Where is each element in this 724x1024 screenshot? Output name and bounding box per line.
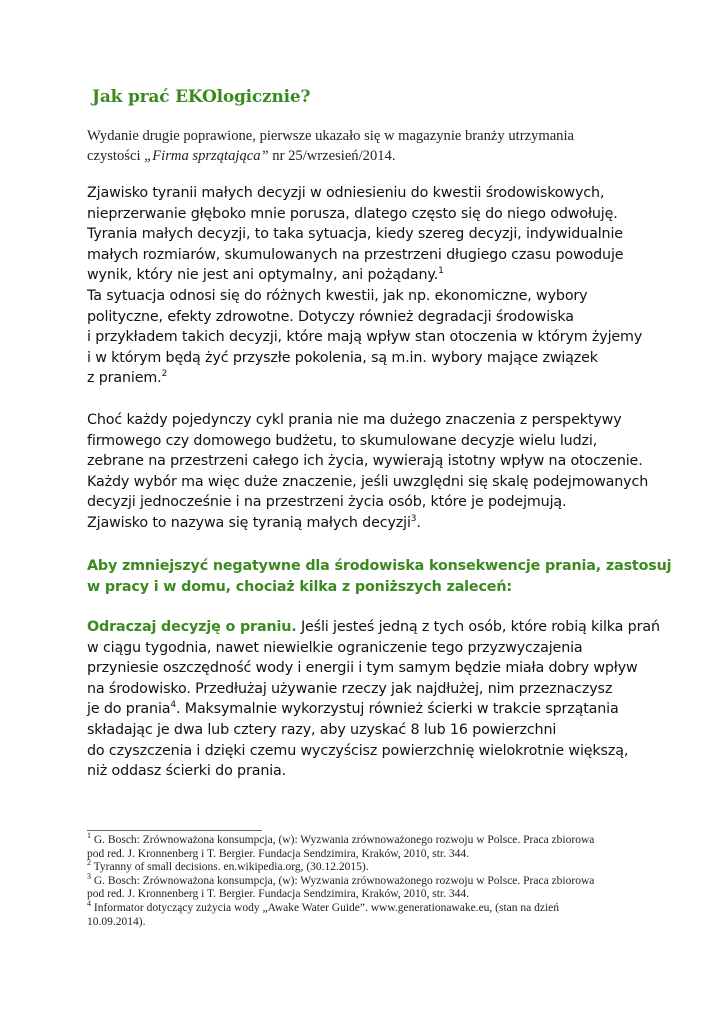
edition-suffix: nr 25/wrzesień/2014. xyxy=(268,148,396,164)
heading-line: Aby zmniejszyć negatywne dla środowiska konsekwencje prania, zastosuj xyxy=(87,558,672,574)
paragraph-2 xyxy=(87,410,647,534)
p1-line: Ta sytuacja odnosi się do różnych kwestii, jak np. ekonomiczne, wybory xyxy=(87,287,588,304)
p3-line-text: . Maksymalnie wykorzystuj również ścierki w trakcie sprzątania xyxy=(175,701,619,718)
magazine-name: „Firma sprzątająca” xyxy=(144,148,269,164)
p1-line-text: wynik, który nie jest ani optymalny, ani pożądany. xyxy=(87,267,439,284)
p1-line: polityczne, efekty zdrowotne. Dotyczy również degradacji środowiska xyxy=(87,308,574,325)
footnote-number: 1 xyxy=(87,831,91,841)
edition-prefix: czystości xyxy=(87,148,145,164)
p3-line: na środowisko. Przedłużaj używanie rzeczy jak najdłużej, nim przeznaczysz xyxy=(87,680,613,697)
footnote-ref-3[interactable]: 3 xyxy=(410,514,417,525)
p3-line xyxy=(87,617,660,638)
footnote-text: G. Bosch: Zrównoważona konsumpcja, (w): Wyzwania zrównoważonego rozwoju w Polsce. Praca zbiorowa xyxy=(93,834,595,846)
p1-line: i w którym będą żyć przyszłe pokolenia, są m.in. wybory mające związek xyxy=(87,349,598,366)
footnote-4 xyxy=(87,899,652,916)
p3-line: w ciągu tygodnia, nawet niewielkie ograniczenie tego przyzwyczajenia xyxy=(87,639,583,656)
recommendation-lead: Odraczaj decyzję o praniu. xyxy=(87,619,297,635)
p2-line: zebrane na przestrzeni całego ich życia, wywierają istotny wpływ na otoczenie. xyxy=(87,453,643,470)
p2-line xyxy=(87,513,647,534)
p2-line: firmowego czy domowego budżetu, to skumulowane decyzje wielu ludzi, xyxy=(87,432,598,449)
footnote-text: Tyranny of small decisions. en.wikipedia.org, (30.12.2015). xyxy=(93,861,369,874)
p3-line-text: Jeśli jesteś jedną z tych osób, które robią kilka prań xyxy=(296,619,660,635)
p2-line: Choć każdy pojedynczy cykl prania nie ma dużego znaczenia z perspektywy xyxy=(87,412,622,428)
p1-line xyxy=(87,368,647,389)
p1-line-text: z praniem. xyxy=(87,370,162,387)
footnote-number: 3 xyxy=(87,871,91,881)
footnote-ref-4[interactable]: 4 xyxy=(170,700,176,711)
footnote-number: 4 xyxy=(87,899,91,909)
footnote-ref-2[interactable]: 2 xyxy=(161,369,168,380)
p1-line: i przykładem takich decyzji, które mają wpływ stan otoczenia w którym żyjemy xyxy=(87,329,643,346)
p1-line: małych rozmiarów, skumulowanych na przestrzeni długiego czasu powoduje xyxy=(87,246,624,263)
edition-note xyxy=(87,126,647,166)
paragraph-3 xyxy=(87,617,660,782)
edition-line-1: Wydanie drugie poprawione, pierwsze ukazało się w magazynie branży utrzymania xyxy=(87,128,575,144)
footnote-1 xyxy=(87,831,652,848)
p3-line: do czyszczenia i dzięki czemu wyczyścisz powierzchnię wielokrotnie większą, xyxy=(87,742,629,759)
footnote-number: 2 xyxy=(87,858,91,868)
footnotes xyxy=(87,831,652,929)
p3-line: niż oddasz ścierki do prania. xyxy=(87,763,287,780)
footnote-divider xyxy=(87,830,262,831)
p3-line: składając je dwa lub cztery razy, aby uzyskać 8 lub 16 powierzchni xyxy=(87,721,557,738)
p1-line xyxy=(87,265,647,286)
recommendations-heading xyxy=(87,556,672,597)
document-title: Jak prać EKOlogicznie? xyxy=(92,87,311,107)
footnote-2 xyxy=(87,858,652,875)
heading-line: w pracy i w domu, chociaż kilka z poniższych zaleceń: xyxy=(87,578,512,595)
p2-line-text: Zjawisko to nazywa się tyranią małych decyzji xyxy=(87,514,411,531)
footnote-1-cont: pod red. J. Kronnenberg i T. Bergier. Fundacja Sendzimira, Kraków, 2010, str. 344. xyxy=(87,847,469,860)
footnote-text: G. Bosch: Zrównoważona konsumpcja, (w): Wyzwania zrównoważonego rozwoju w Polsce. Praca zbiorowa xyxy=(93,874,595,887)
p3-line xyxy=(87,699,647,720)
footnote-text: Informator dotyczący zużycia wody „Awake Water Guide”. www.generationawake.eu, (stan na dzień xyxy=(93,901,560,914)
footnote-ref-1[interactable]: 1 xyxy=(438,266,444,277)
p1-line: Zjawisko tyranii małych decyzji w odniesieniu do kwestii środowiskowych, xyxy=(87,185,605,201)
footnote-3-cont: pod red. J. Kronnenberg i T. Bergier. Fundacja Sendzimira, Kraków, 2010, str. 344. xyxy=(87,888,469,901)
paragraph-1 xyxy=(87,183,647,389)
p1-line: nieprzerwanie głęboko mnie porusza, dlatego często się do niego odwołuję. xyxy=(87,205,618,222)
footnote-3 xyxy=(87,871,652,889)
p3-line: przyniesie oszczędność wody i energii i tym samym będzie miała dobry wpływ xyxy=(87,660,638,677)
edition-line-2 xyxy=(87,146,647,166)
p2-end: . xyxy=(416,514,421,531)
p2-line: decyzji jednocześnie i na przestrzeni życia osób, które je podejmują. xyxy=(87,494,567,511)
p2-line: Każdy wybór ma więc duże znaczenie, jeśli uwzględni się skalę podejmowanych xyxy=(87,473,649,490)
footnote-4-cont: 10.09.2014). xyxy=(87,915,146,928)
p3-line-text: je do prania xyxy=(87,701,171,718)
p1-line: Tyrania małych decyzji, to taka sytuacja, kiedy szereg decyzji, indywidualnie xyxy=(87,226,623,243)
